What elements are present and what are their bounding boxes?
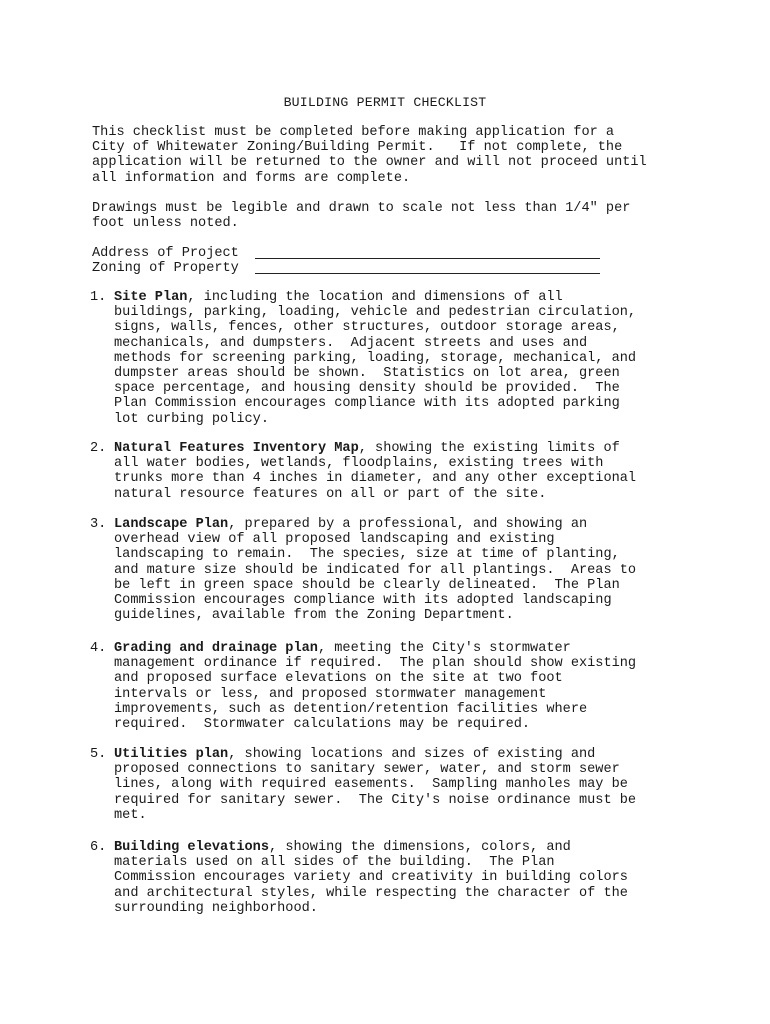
item-first-line (114, 290, 636, 305)
intro-line: City of Whitewater Zoning/Building Permit. If not complete, the (92, 140, 623, 156)
item-line: intervals or less, and proposed stormwater management (114, 686, 547, 702)
item-first-line (114, 441, 636, 456)
item-line: required for sanitary sewer. The City's noise ordinance must be (114, 792, 637, 808)
item-line: Plan Commission encourages compliance with its adopted parking (114, 396, 620, 412)
item-number: 3. (90, 517, 107, 532)
item-first-line-rest: , meeting the City's stormwater (317, 641, 571, 656)
item-line: dumpster areas should be shown. Statistics on lot area, green (114, 366, 620, 382)
item-heading: Grading and drainage plan (114, 641, 318, 656)
item-line: trunks more than 4 inches in diameter, and any other exceptional (114, 471, 637, 487)
item-line: space percentage, and housing density should be provided. The (114, 381, 620, 397)
item-line: signs, walls, fences, other structures, outdoor storage areas, (114, 320, 620, 336)
document-title: BUILDING PERMIT CHECKLIST (283, 95, 487, 110)
intro-line: application will be returned to the owner and will not proceed until (92, 155, 647, 171)
drawings-paragraph (92, 201, 677, 231)
item-text (114, 517, 636, 623)
item-first-line (114, 840, 628, 855)
item-line: management ordinance if required. The plan should show existing (114, 656, 637, 672)
address-label: Address of Project (92, 246, 239, 261)
zoning-input-line[interactable] (255, 273, 600, 274)
item-text (114, 290, 636, 427)
drawings-line: Drawings must be legible and drawn to scale not less than 1/4" per (92, 201, 631, 216)
address-input-line[interactable] (255, 258, 600, 259)
item-heading: Building elevations (114, 840, 269, 855)
item-line: natural resource features on all or part of the site. (114, 486, 547, 502)
item-first-line-rest: , showing locations and sizes of existing and (228, 747, 596, 762)
item-heading: Landscape Plan (114, 517, 229, 532)
item-line: lines, along with required easements. Sampling manholes may be (114, 777, 628, 793)
item-line: buildings, parking, loading, vehicle and pedestrian circulation, (114, 305, 637, 321)
item-number: 4. (90, 641, 107, 656)
item-number: 6. (90, 840, 107, 855)
item-number: 5. (90, 747, 107, 762)
item-first-line (114, 641, 636, 656)
item-text (114, 441, 636, 502)
item-line: guidelines, available from the Zoning Department. (114, 608, 514, 624)
item-first-line-rest: , showing the dimensions, colors, and (269, 840, 571, 855)
item-line: and architectural styles, while respecting the character of the (114, 885, 628, 901)
item-number: 2. (90, 441, 107, 456)
item-first-line-rest: , showing the existing limits of (358, 441, 620, 456)
item-first-line-rest: , including the location and dimensions of all (187, 290, 563, 305)
intro-line: This checklist must be completed before making application for a (92, 125, 615, 140)
item-line: proposed connections to sanitary sewer, water, and storm sewer (114, 762, 620, 778)
item-text (114, 641, 636, 732)
item-line: methods for screening parking, loading, storage, mechanical, and (114, 350, 637, 366)
item-line: and mature size should be indicated for all plantings. Areas to (114, 562, 637, 578)
item-line: improvements, such as detention/retention facilities where (114, 701, 588, 717)
item-number: 1. (90, 290, 107, 305)
item-line: all water bodies, wetlands, floodplains, existing trees with (114, 456, 604, 472)
item-heading: Utilities plan (114, 747, 229, 762)
item-line: overhead view of all proposed landscaping and existing (114, 532, 555, 548)
item-line: surrounding neighborhood. (114, 900, 318, 916)
intro-line: all information and forms are complete. (92, 170, 411, 186)
item-line: met. (114, 807, 147, 823)
zoning-label: Zoning of Property (92, 261, 239, 276)
item-line: materials used on all sides of the building. The Plan (114, 855, 555, 871)
intro-paragraph (92, 125, 677, 186)
item-line: Commission encourages compliance with its adopted landscaping (114, 593, 612, 609)
item-first-line (114, 747, 636, 762)
item-line: Commission encourages variety and creativity in building colors (114, 870, 628, 886)
item-heading: Natural Features Inventory Map (114, 441, 359, 456)
item-line: landscaping to remain. The species, size at time of planting, (114, 547, 620, 563)
drawings-line: foot unless noted. (92, 216, 239, 232)
item-first-line-rest: , prepared by a professional, and showing an (228, 517, 588, 532)
item-first-line (114, 517, 636, 532)
item-line: mechanicals, and dumpsters. Adjacent streets and uses and (114, 335, 588, 351)
item-heading: Site Plan (114, 290, 188, 305)
item-text (114, 747, 636, 823)
item-line: lot curbing policy. (114, 411, 269, 427)
item-line: required. Stormwater calculations may be required. (114, 717, 531, 733)
item-line: and proposed surface elevations on the site at two foot (114, 671, 563, 687)
item-line: be left in green space should be clearly delineated. The Plan (114, 577, 620, 593)
item-text (114, 840, 628, 916)
